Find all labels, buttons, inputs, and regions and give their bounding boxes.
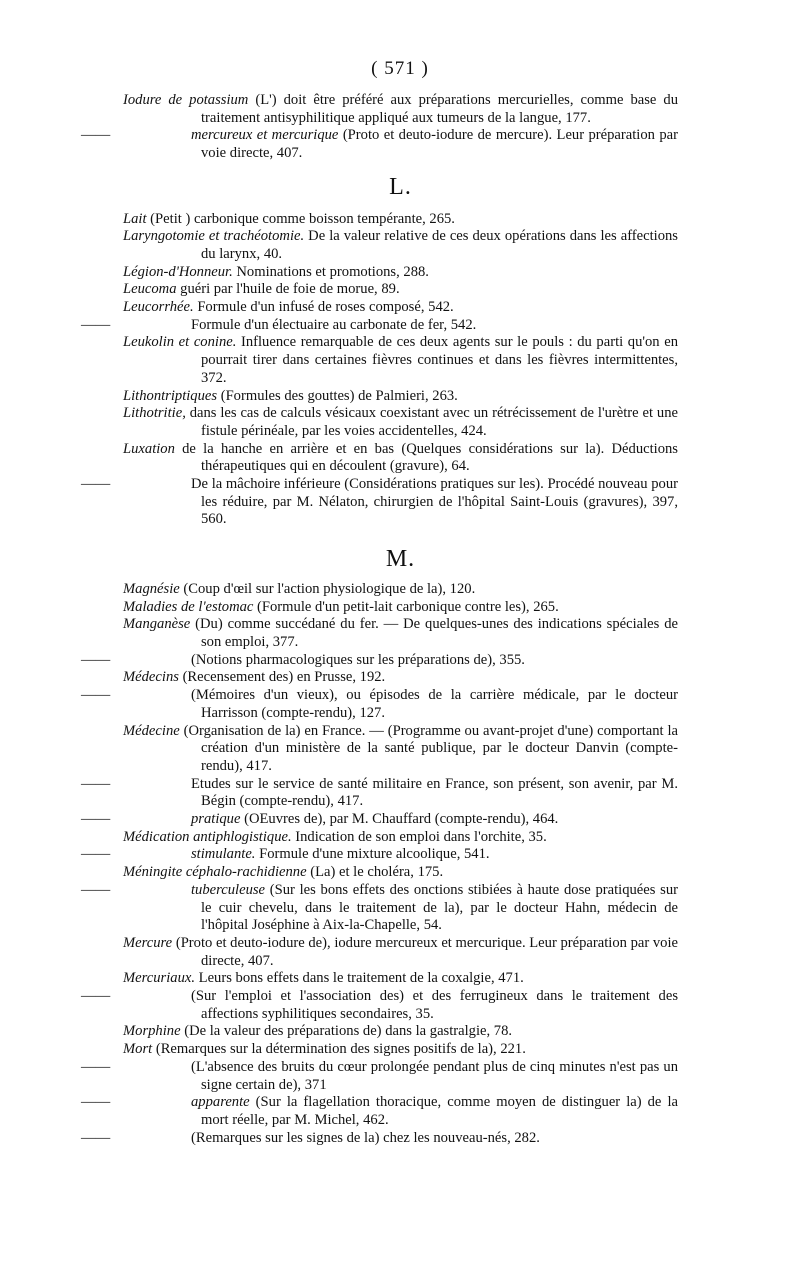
index-term: Lait (123, 210, 147, 227)
index-term: Morphine (123, 1023, 181, 1040)
repeat-dash: —— (81, 651, 111, 668)
index-text: (Proto et deuto-iodure de), iodure mercureux et mercurique. Leur préparation par voie directe, 407. (172, 934, 678, 969)
index-term: Lithontriptiques (123, 387, 218, 404)
index-entry (81, 1094, 678, 1129)
index-term: Mercure (123, 934, 173, 951)
index-text: Influence remarquable de ces deux agents sur le pouls : du parti qu'on en pourrait tirer dans certaines fièvres continues et dans les fièvres intermittentes, 372. (201, 334, 678, 386)
index-text: dans les cas de calculs vésicaux coexistant avec un rétrécissement de l'urètre et une fistule périnéale, par les voies accidentelles, 424. (185, 405, 678, 439)
repeat-dash: —— (81, 687, 111, 704)
section-l-entries (81, 210, 678, 530)
index-term: Méningite céphalo-rachidienne (123, 864, 307, 881)
index-entry (123, 228, 678, 263)
index-entry (81, 811, 678, 829)
repeat-dash: —— (81, 1058, 111, 1075)
index-term: stimulante. (191, 846, 256, 863)
section-m-entries (81, 580, 678, 1148)
index-term: Mercuriaux. (123, 970, 195, 987)
index-text: (Coup d'œil sur l'action physiologique de la), 120. (179, 580, 476, 597)
repeat-dash: —— (81, 316, 111, 333)
index-text: Leurs bons effets dans le traitement de la coxalgie, 471. (195, 970, 524, 987)
index-text: (Proto et deuto-iodure de mercure). Leur préparation par voie directe, 407. (201, 127, 678, 162)
index-text: (De la valeur des préparations de) dans la gastralgie, 78. (180, 1023, 513, 1040)
index-entry (81, 127, 678, 162)
index-entry (123, 388, 678, 406)
index-term: Médication antiphlogistique. (123, 828, 292, 845)
index-term: Mort (123, 1041, 153, 1058)
repeat-dash: —— (81, 1129, 111, 1146)
index-term: Laryngotomie et trachéotomie. (123, 228, 305, 245)
index-entry (81, 316, 678, 335)
index-term: Leucorrhée. (123, 299, 194, 316)
index-text: (Petit ) carbonique comme boisson tempérante, 265. (146, 210, 455, 227)
section-i-entries (81, 92, 679, 163)
index-entry (123, 441, 678, 476)
index-entry (81, 651, 678, 670)
index-entry (123, 299, 678, 317)
index-text: (Remarques sur la détermination des signes positifs de la), 221. (152, 1041, 526, 1058)
index-term: apparente (191, 1094, 250, 1111)
index-text: Formule d'une mixture alcoolique, 541. (255, 846, 490, 863)
index-content (81, 92, 679, 1147)
index-text: (Mémoires d'un vieux), ou épisodes de la carrière médicale, par le docteur Harrisson (compte-rendu), 127. (191, 687, 678, 721)
index-entry (123, 864, 678, 882)
index-entry (81, 988, 678, 1023)
index-text: (Recensement des) en Prusse, 192. (178, 669, 386, 686)
index-text: (L'absence des bruits du cœur prolongée pendant plus de cinq minutes n'est pas un signe certain de), 371 (191, 1058, 678, 1093)
index-entry (123, 723, 678, 776)
index-entry (123, 281, 678, 299)
index-text: (La) et le choléra, 175. (306, 864, 444, 881)
index-term: Lithotritie, (123, 405, 186, 422)
index-text: (Organisation de la) en France. — (Programme ou avant-projet d'une) comportant la création d'un ministère de la santé publique, par le docteur Danvin (compte-rendu), 417. (179, 722, 678, 774)
index-entry (123, 829, 678, 847)
index-text: (Du) comme succédané du fer. — De quelques-unes des indications spéciales de son emploi, 377. (190, 616, 678, 650)
index-text: Formule d'un infusé de roses composé, 542. (193, 299, 454, 316)
section-heading-l: L. (389, 173, 412, 200)
index-entry (81, 846, 678, 864)
index-entry (81, 1129, 678, 1148)
index-entry (123, 581, 678, 599)
index-term: mercureux et mercurique (191, 127, 339, 144)
repeat-dash: —— (81, 1094, 111, 1111)
repeat-dash: —— (81, 811, 111, 828)
index-text: Indication de son emploi dans l'orchite, 35. (291, 828, 547, 845)
repeat-dash: —— (81, 988, 111, 1005)
index-text: De la mâchoire inférieure (Considérations pratiques sur les). Procédé nouveau pour les réduire, par M. Nélaton, chirurgien de l'hôpital Saint-Louis (gravures), 397, 560. (191, 476, 678, 528)
index-term: Médecins (123, 669, 179, 686)
index-entry (123, 1023, 678, 1041)
index-term: tuberculeuse (191, 881, 266, 898)
index-entry (123, 264, 678, 282)
repeat-dash: —— (81, 775, 111, 792)
index-entry (81, 1058, 678, 1094)
index-entry (123, 669, 678, 687)
index-text: (OEuvres de), par M. Chauffard (compte-rendu), 464. (240, 811, 559, 828)
index-entry (81, 881, 678, 935)
index-text: De la valeur relative de ces deux opérations dans les affections du larynx, 40. (201, 228, 678, 262)
index-text: Nominations et promotions, 288. (232, 263, 429, 280)
index-text: (Notions pharmacologiques sur les préparations de), 355. (191, 651, 525, 668)
index-entry (123, 935, 678, 970)
section-heading-m: M. (385, 546, 416, 573)
repeat-dash: —— (81, 846, 111, 863)
index-term: Médecine (123, 722, 180, 739)
index-text: (Sur les bons effets des onctions stibiées à haute dose pratiquées sur le cuir chevelu, dans le traitement de la), par le docteur Hahn, médecin de l'hôpital Joséphine à Aix-la-Chapelle, 54. (201, 881, 678, 934)
index-term: Iodure de potassium (123, 92, 249, 108)
repeat-dash: —— (81, 127, 111, 144)
index-text: (Remarques sur les signes de la) chez les nouveau-nés, 282. (191, 1129, 540, 1146)
index-text: Etudes sur le service de santé militaire en France, son présent, son avenir, par M. Bégin (compte-rendu), 417. (191, 775, 678, 810)
index-entry (123, 616, 678, 651)
index-term: Leucoma (123, 281, 177, 298)
index-entry (81, 775, 678, 811)
index-entry (123, 334, 678, 387)
repeat-dash: —— (81, 476, 111, 493)
index-term: pratique (191, 811, 241, 828)
index-text: Formule d'un électuaire au carbonate de fer, 542. (191, 316, 477, 333)
index-text: (Formule d'un petit-lait carbonique contre les), 265. (253, 598, 559, 615)
index-entry (123, 599, 678, 617)
repeat-dash: —— (81, 881, 111, 898)
index-entry (81, 476, 678, 529)
index-text: (L') doit être préféré aux préparations mercurielles, comme base du traitement antisyphilitique appliqué aux tumeurs de la langue, 177. (201, 92, 679, 126)
index-entry (123, 92, 678, 127)
index-entry (123, 1041, 678, 1059)
index-text: guéri par l'huile de foie de morue, 89. (176, 281, 400, 298)
page-number: ( 571 ) (371, 58, 429, 79)
index-term: Manganèse (123, 616, 191, 633)
index-term: Leukolin et conine. (123, 334, 237, 351)
index-text: (Sur la flagellation thoracique, comme moyen de distinguer la) de la mort réelle, par M. Michel, 462. (201, 1094, 678, 1128)
index-text: de la hanche en arrière et en bas (Quelques considérations sur la). Déductions thérapeutiques qui en découlent (gravure), 64. (174, 440, 678, 475)
index-entry (123, 970, 678, 988)
index-term: Magnésie (123, 580, 180, 597)
index-text: (Formules des gouttes) de Palmieri, 263. (217, 387, 458, 404)
index-term: Luxation (123, 440, 175, 457)
index-term: Maladies de l'estomac (123, 598, 254, 615)
index-term: Légion-d'Honneur. (123, 263, 233, 280)
index-entry (81, 687, 678, 722)
index-entry (123, 405, 678, 440)
index-entry (123, 211, 678, 229)
index-text: (Sur l'emploi et l'association des) et des ferrugineux dans le traitement des affections syphilitiques secondaires, 35. (191, 988, 678, 1022)
